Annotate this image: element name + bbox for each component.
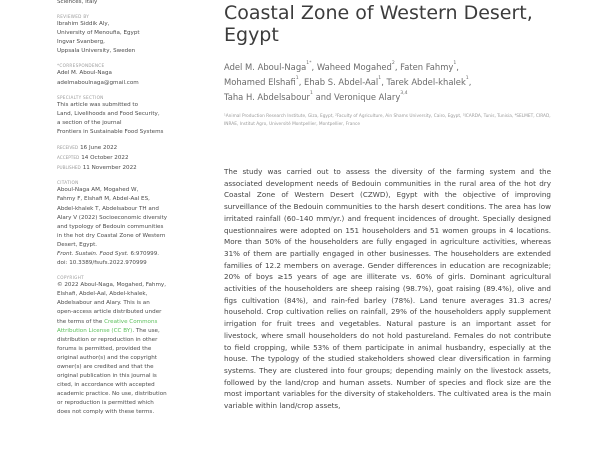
correspondence-email-link[interactable]: adelmaboulnaga@gmail.com xyxy=(57,79,139,86)
article-title xyxy=(224,2,584,46)
reviewed-by-label: REVIEWED BY xyxy=(57,14,90,20)
date-value: 14 October 2022 xyxy=(81,155,129,162)
correspondence-label: *CORRESPONDENCE xyxy=(57,63,105,69)
citation-line: Desert, Egypt. xyxy=(57,241,98,248)
specialty-line: This article was submitted to xyxy=(57,101,139,108)
author[interactable]: Faten Fahmy$^1$ xyxy=(400,61,457,72)
specialty-line: a section of the journal xyxy=(57,119,122,126)
date-label: PUBLISHED xyxy=(57,165,81,171)
abstract-text: The study was carried out to assess the diversity of the farming system and the associated development needs of Bedouin communities in the rural area of the hot dry Coastal Zone of Western Desert (CZWD), Egypt with the objective of improving surveillance of the Bedouin communities to the harsh desert conditions. The area has low irritated rainfall (60–140 mm/yr.) and frequent incidences of drought. Specially designed questionnaires were adopted on 151 householders and 51 women groups in 4 locations. More than 50% of the householders are fully engaged in agriculture activities, whereas 31% of them are partially engaged in other businesses. The householders are extended families of 12.2 members on average. Gender differences in education are recognizable; 20% of boys ≥15 years of age are illiterate vs. 60% of girls. Dominant agricultural activities of the householders are sheep raising (98.7%), goat raising (89.4%), olive and figs cultivation (84%), and rain-fed barley (78%). Land tenure averages 31.3 acres/ household. Crop cultivation relies on rainfall, 29% of the householders apply supplement irrigation for fruit trees and vegetables. Natural pasture is an important asset for livestock, where small householders do not hold pastureland. Females do not contribute to field cropping, while 53% of them participate in animal husbandry, especially at the house. The typology of the studied stakeholders showed clear diversification in farming systems. They are clustered into four groups; depending mainly on the livestock assets, followed by the land/crop and human assets. Number of species and flock size are the most important variables for the diversity of stakeholders. The cultivated area is the main variable within land/crop assets, xyxy=(224,167,551,411)
author[interactable]: Adel M. Aboul-Naga$^{1*}$ xyxy=(224,61,312,72)
citation-journal: Front. Sustain. Food Syst. xyxy=(57,250,129,257)
cc-by-license-link[interactable]: Attribution License (CC BY) xyxy=(57,327,133,334)
citation-line: and typology of Bedouin communities xyxy=(57,223,164,230)
correspondence-name: Adel M. Aboul-Naga xyxy=(57,70,112,77)
citation-line: Aboul-Naga AM, Mogahed W, xyxy=(57,187,139,194)
copyright-line: © 2022 Aboul-Naga, Mogahed, Fahmy, xyxy=(57,282,166,289)
copyright-terms-line xyxy=(57,318,207,327)
date-received xyxy=(57,143,207,153)
date-label: RECEIVED xyxy=(57,145,79,151)
copyright-text: . The use, xyxy=(132,327,160,334)
copyright-line: or reproduction is permitted which xyxy=(57,400,154,407)
copyright-license-line xyxy=(57,327,207,336)
affiliations: ¹Animal Production Research Institute, Giza, Egypt, ²Faculty of Agriculture, Ain Shams University, Cairo, Egypt, ³ICARDA, Tunis, Tunisia, ⁴SELMET, CIRAD, INRAE, Institut Agro, Université Montpellier, Montpellier, France xyxy=(224,114,551,128)
author[interactable]: Tarek Abdel-khalek$^1$ xyxy=(386,76,469,87)
reviewer-line: Uppsala University, Sweden xyxy=(57,48,136,55)
copyright-line: academic practice. No use, distribution xyxy=(57,391,167,398)
copyright-line: forums is permitted, provided the xyxy=(57,345,152,352)
date-value: 11 November 2022 xyxy=(82,165,137,172)
copyright-label: COPYRIGHT xyxy=(57,275,85,281)
copyright-line: distribution or reproduction in other xyxy=(57,336,158,343)
reviewer-line: University of Menoufia, Egypt xyxy=(57,30,140,37)
copyright-line: open-access article distributed under xyxy=(57,309,162,316)
title-line: Coastal Zone of Western Desert, xyxy=(224,2,533,24)
date-label: ACCEPTED xyxy=(57,155,80,161)
copyright-line: Elshafi, Abdel-Aal, Abdel-khalek, xyxy=(57,291,148,298)
citation-line: Abdel-khalek T, Abdelsabour TH and xyxy=(57,205,159,212)
author[interactable]: Taha H. Abdelsabour$^1$ xyxy=(224,91,313,102)
author-list: Adel M. Aboul-Naga$^{1*}$, Waheed Mogahed$^2$, Faten Fahmy$^1$, Mohamed Elshafi$^1$, Ehab S. Abdel-Aal$^1$, Tarek Abdel-khalek$^1$, Taha H. Abdelsabour$^1$ and Veronique Alary$^{3,4}$ xyxy=(224,61,472,102)
dates-block xyxy=(57,143,207,173)
specialty-section-label: SPECIALTY SECTION xyxy=(57,94,104,100)
title-line: Egypt xyxy=(224,24,279,46)
date-accepted xyxy=(57,153,207,163)
copyright-line: owner(s) are credited and that the xyxy=(57,364,154,370)
date-value: 16 June 2022 xyxy=(80,145,118,152)
reviewer-line: Ibrahim Siddik Aly, xyxy=(57,21,110,28)
creative-commons-link[interactable]: Creative Commons xyxy=(104,318,158,325)
author[interactable]: Veronique Alary$^{3,4}$ xyxy=(334,91,408,102)
specialty-line: Land, Livelihoods and Food Security, xyxy=(57,110,160,117)
editor-affiliation-tail: Sciences, Italy xyxy=(57,0,98,5)
citation-line: Alary V (2022) Socioeconomic diversity xyxy=(57,214,168,221)
citation-line: Fahmy F, Elshafi M, Abdel-Aal ES, xyxy=(57,196,150,203)
copyright-line: original author(s) and the copyright xyxy=(57,354,157,361)
citation-line: in the hot dry Coastal Zone of Western xyxy=(57,232,166,239)
reviewers-list xyxy=(57,20,207,56)
copyright-line: original publication in this journal is xyxy=(57,373,157,380)
author[interactable]: Mohamed Elshafi$^1$ xyxy=(224,76,299,87)
article-info-sidebar xyxy=(57,0,207,418)
author[interactable]: Ehab S. Abdel-Aal$^1$ xyxy=(304,76,382,87)
citation-label: CITATION xyxy=(57,180,79,186)
reviewer-line: Ingvar Svanberg, xyxy=(57,39,105,46)
author[interactable]: Waheed Mogahed$^2$ xyxy=(316,61,395,72)
copyright-line: Abdelsabour and Alary. This is an xyxy=(57,300,150,307)
specialty-line: Frontiers in Sustainable Food Systems xyxy=(57,128,164,135)
date-published xyxy=(57,163,207,173)
copyright-text: the terms of the xyxy=(57,318,105,325)
copyright-line: does not comply with these terms. xyxy=(57,409,155,416)
citation-doi-link[interactable]: doi: 10.3389/fsufs.2022.970999 xyxy=(57,260,147,267)
citation-volume: 6:970999. xyxy=(130,250,160,257)
copyright-line: cited, in accordance with accepted xyxy=(57,382,155,389)
citation-journal-line xyxy=(57,250,207,259)
